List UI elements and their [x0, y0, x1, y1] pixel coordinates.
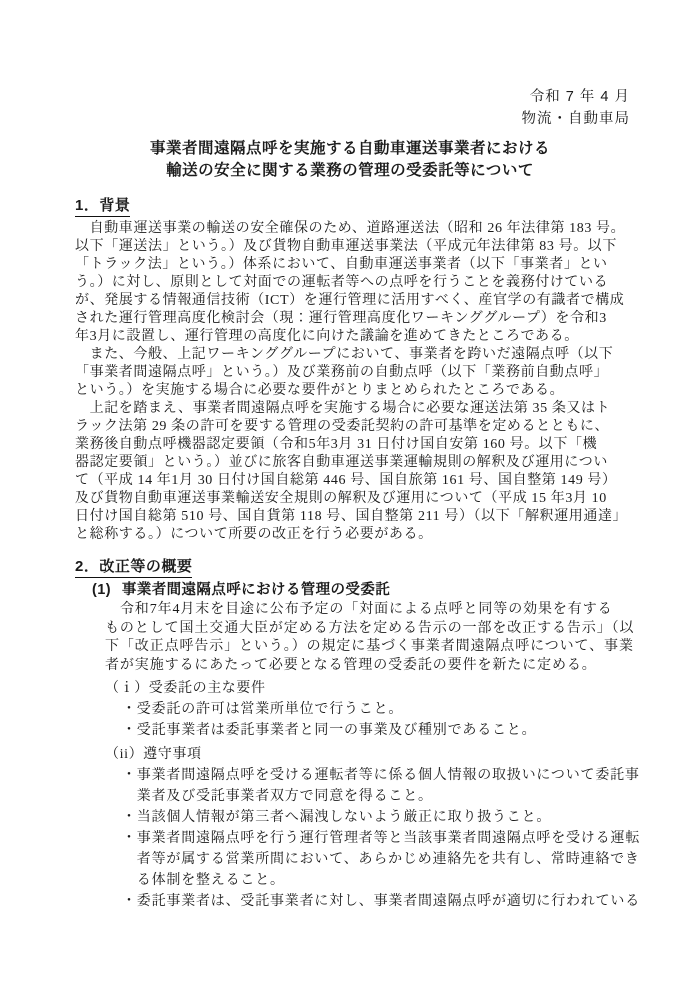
doc-line: 上記を踏まえ、事業者間遠隔点呼を実施する場合に必要な運送法第 35 条又はト	[75, 401, 611, 416]
doc-line: 年3月に設置し、運行管理の高度化に向けた議論を進めてきたところである。	[75, 329, 579, 344]
doc-line: 業務後自動点呼機器認定要領（令和5年3月 31 日付け国自安第 160 号。以下「機	[75, 437, 598, 452]
item-i-label: （ｉ）受委託の主な要件	[105, 681, 266, 696]
bullet-line: ・受託事業者は委託事業者と同一の事業及び種別であること。	[122, 723, 537, 738]
subsection1-heading	[92, 580, 635, 600]
document-title-line2: 輸送の安全に関する業務の管理の受委託等について	[166, 162, 534, 179]
doc-line: 日付け国自総第 510 号、国自貨第 118 号、国自整第 211 号）（以下「解釈運用通達」	[75, 509, 628, 524]
subsection1-paragraph	[105, 601, 635, 675]
doc-line: された運行管理高度化検討会（現：運行管理高度化ワーキンググループ）を令和3	[75, 311, 607, 326]
section1-heading-text: 1．背景	[75, 196, 130, 217]
document-header	[522, 86, 631, 130]
item-ii-bullets	[122, 765, 640, 912]
bullet-line: る体制を整えること。	[122, 873, 285, 888]
bullet-line: ・受委託の許可は営業所単位で行うこと。	[122, 702, 404, 717]
subsection1-title: 事業者間遠隔点呼における管理の受委託	[121, 582, 391, 598]
bullet-line: ・事業者間遠隔点呼を受ける運転者等に係る個人情報の取扱いについて委託事	[122, 768, 640, 783]
section2-heading	[75, 557, 635, 578]
subsection1-number: (1)	[92, 582, 111, 598]
doc-line: ものとして国土交通大臣が定める方法を定める告示の一部を改正する告示」（以	[105, 620, 635, 636]
doc-line: 自動車運送事業の輸送の安全確保のため、道路運送法（昭和 26 年法律第 183 号。	[75, 221, 626, 236]
doc-line: また、今般、上記ワーキンググループにおいて、事業者を跨いだ遠隔点呼（以下	[75, 347, 614, 362]
doc-line: 者が実施するにあたって必要となる管理の受委託の要件を新たに定める。	[105, 657, 597, 673]
doc-line: て（平成 14 年1月 30 日付け国自総第 446 号、国自旅第 161 号、国自整第 149 号）	[75, 473, 617, 488]
bullet-line: 業者及び受託事業者双方で同意を得ること。	[122, 789, 433, 804]
document-title-line1: 事業者間遠隔点呼を実施する自動車運送事業者における	[149, 140, 550, 157]
doc-line: 以下「運送法」という。）及び貨物自動車運送事業法（平成元年法律第 83 号。以下	[75, 239, 617, 254]
doc-line: が、発展する情報通信技術（ICT）を運行管理に活用すべく、産官学の有識者で構成	[75, 293, 625, 308]
doc-line: 「事業者間遠隔点呼」という。）及び業務前の自動点呼（以下「業務前自動点呼」	[75, 365, 609, 380]
doc-line: 及び貨物自動車運送事業輸送安全規則の解釈及び運用について（平成 15 年3月 10	[75, 491, 607, 506]
doc-line: 下「改正点呼告示」という。）の規定に基づく事業者間遠隔点呼について、事業	[105, 639, 634, 654]
doc-line: う。）に対し、原則として対面での運転者等への点呼を行うことを義務付けている	[75, 275, 609, 290]
bullet-line: ・事業者間遠隔点呼を行う運行管理者等と当該事業者間遠隔点呼を受ける運転	[122, 831, 640, 846]
header-bureau: 物流・自動車局	[521, 111, 630, 127]
document-body	[75, 196, 640, 912]
bullet-line: 者等が属する営業所間において、あらかじめ連絡先を共有し、常時連絡でき	[122, 852, 640, 867]
item-i-block	[105, 678, 635, 741]
item-ii-label: （ii）遵守事項	[105, 747, 202, 762]
section1-paragraphs	[75, 220, 635, 544]
header-date: 令和 7 年 4 月	[529, 89, 630, 105]
section2	[75, 557, 640, 912]
doc-line: 器認定要領」という。）並びに旅客自動車運送事業運輸規則の解釈及び運用につい	[75, 455, 608, 470]
bullet-line: ・委託事業者は、受託事業者に対し、事業者間遠隔点呼が適切に行われている	[122, 894, 640, 909]
doc-line: という。）を実施する場合に必要な要件がとりまとめられたところである。	[75, 383, 565, 398]
section2-heading-text: 2．改正等の概要	[75, 557, 192, 578]
doc-line: と総称する。）について所要の改正を行う必要がある。	[75, 527, 433, 542]
item-i-bullets	[122, 699, 635, 741]
bullet-line: ・当該個人情報が第三者へ漏洩しないよう厳正に取り扱うこと。	[122, 810, 552, 825]
document-title	[0, 138, 700, 182]
section1-heading	[75, 196, 635, 217]
item-ii-block	[105, 744, 640, 912]
doc-line: 令和7年4月末を目途に公布予定の「対面による点呼と同等の効果を有する	[105, 602, 613, 617]
doc-line: 「トラック法」という。）体系において、自動車運送事業者（以下「事業者」とい	[75, 257, 608, 272]
doc-line: ラック法第 29 条の許可を要する管理の受委託契約の許可基準を定めるとともに、	[75, 419, 610, 434]
